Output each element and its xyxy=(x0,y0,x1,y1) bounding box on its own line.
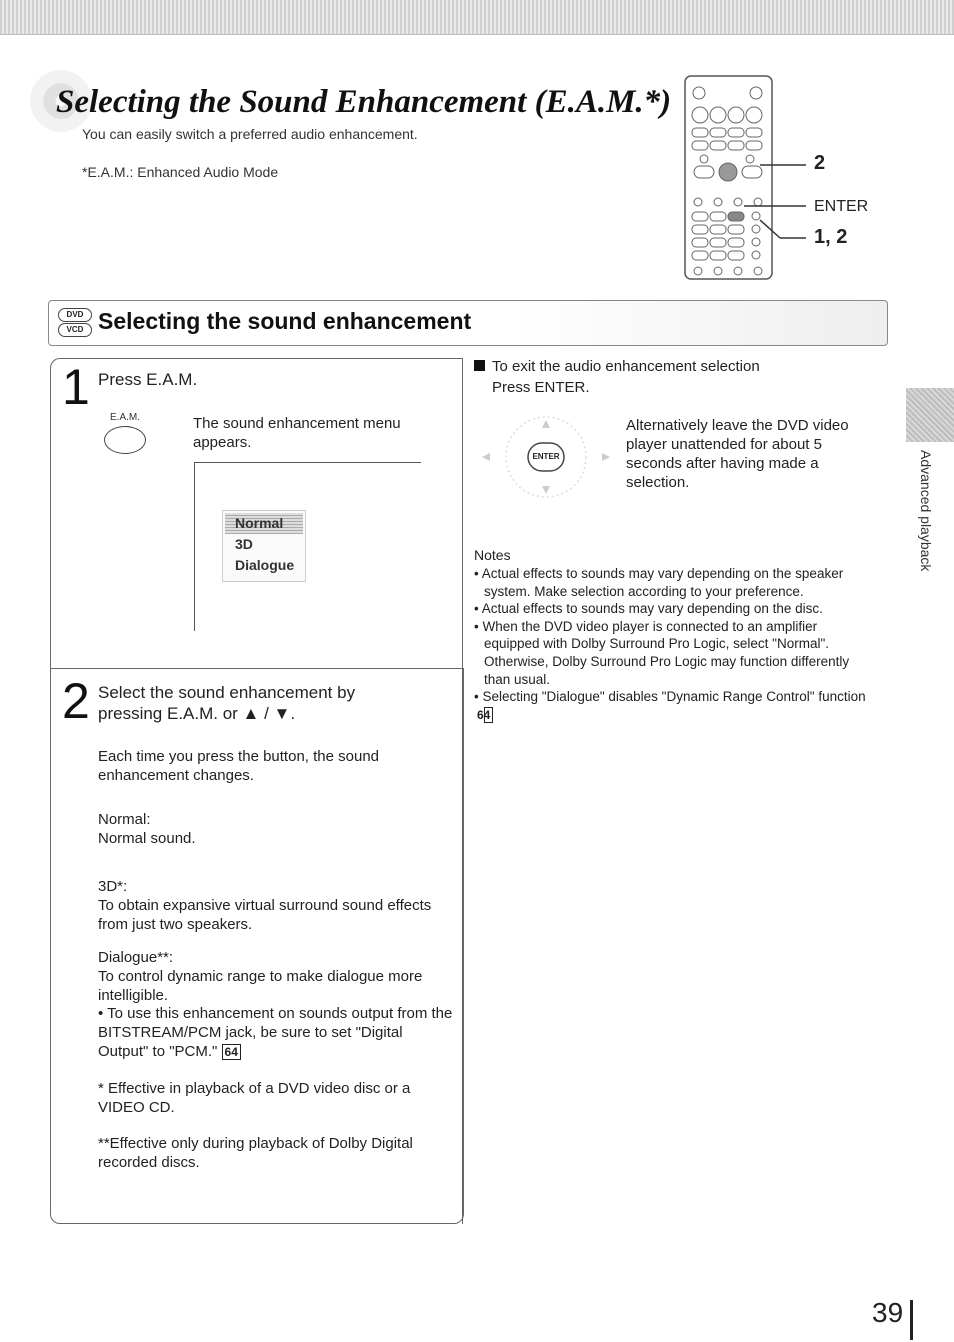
footnote-dialogue: **Effective only during playback of Dolby Digital recorded discs. xyxy=(98,1135,413,1171)
callout-2: 2 xyxy=(814,152,826,174)
side-tab-text: Advanced playback xyxy=(918,450,934,572)
side-tab-marker xyxy=(906,388,954,442)
sound-menu xyxy=(222,510,306,582)
step-2-number: 2 xyxy=(62,673,90,729)
notes-title: Notes xyxy=(474,547,511,563)
step-2-heading xyxy=(98,682,355,724)
callout-1-2: 1, 2 xyxy=(814,226,848,248)
dialogue-desc: To control dynamic range to make dialogue more intelligible. xyxy=(98,968,423,1004)
exit-press-enter: Press ENTER. xyxy=(492,379,590,396)
normal-title: Normal: xyxy=(98,811,151,828)
callout-lines xyxy=(740,150,810,250)
vcd-badge: VCD xyxy=(58,323,92,337)
section-title: Selecting the sound enhancement xyxy=(98,308,472,334)
intro-text: You can easily switch a preferred audio enhancement. xyxy=(82,126,418,142)
menu-item-3d: 3D xyxy=(235,536,253,552)
eam-footnote: *E.A.M.: Enhanced Audio Mode xyxy=(82,164,279,180)
eam-button-icon xyxy=(104,426,146,454)
side-tab-label xyxy=(918,450,938,590)
step-1-heading: Press E.A.M. xyxy=(98,370,198,389)
3d-title: 3D*: xyxy=(98,878,128,895)
exit-heading: To exit the audio enhancement selection xyxy=(492,358,760,375)
note-item: • When the DVD video player is connected to an amplifier equipped with Dolby Surround Pro Logic, select "Normal". Otherwise, Dolby Surround Pro Logic may function differently than usual. xyxy=(474,618,850,687)
page-title: Selecting the Sound Enhancement (E.A.M.*) xyxy=(56,84,672,120)
callout-enter: ENTER xyxy=(814,198,869,215)
page-number-bar xyxy=(910,1300,913,1340)
note-item: • Actual effects to sounds may vary depending on the speaker system. Make selection according to your preference. xyxy=(474,566,844,599)
normal-desc: Normal sound. xyxy=(98,830,196,847)
step-2-heading-line2: pressing E.A.M. or ▲ / ▼. xyxy=(98,704,296,723)
footnote-3d: * Effective in playback of a DVD video disc or a VIDEO CD. xyxy=(98,1080,411,1116)
page-ref-64[interactable]: 64 xyxy=(222,1044,241,1060)
exit-alternative: Alternatively leave the DVD video player unattended for about 5 seconds after having made a selection. xyxy=(626,417,849,491)
each-time-text: Each time you press the button, the sound enhancement changes. xyxy=(98,748,380,784)
step-1-number: 1 xyxy=(62,359,90,415)
pcm-bullet xyxy=(98,1004,454,1061)
note-item-text: • Selecting "Dialogue" disables "Dynamic Range Control" function xyxy=(474,689,866,705)
3d-desc: To obtain expansive virtual surround sound effects from just two speakers. xyxy=(98,897,432,933)
notes-list xyxy=(474,565,874,723)
top-decorative-band xyxy=(0,0,954,35)
menu-item-dialogue: Dialogue xyxy=(235,557,295,573)
step-2-heading-line1: Select the sound enhancement by xyxy=(98,683,356,702)
eam-button-label: E.A.M. xyxy=(110,412,141,423)
step-1-desc: The sound enhancement menu appears. xyxy=(193,415,401,451)
note-item: • Actual effects to sounds may vary depending on the disc. xyxy=(474,601,823,617)
square-bullet-icon xyxy=(474,360,485,371)
notes-page-ref-64[interactable]: 64 xyxy=(484,707,493,723)
note-item-last xyxy=(474,688,874,723)
column-divider xyxy=(462,358,463,1224)
dialogue-title: Dialogue**: xyxy=(98,949,174,966)
page-number: 39 xyxy=(872,1297,904,1328)
pcm-bullet-text: • To use this enhancement on sounds output from the BITSTREAM/PCM jack, be sure to set "Digital Output" to "PCM." xyxy=(98,1005,453,1060)
dvd-badge: DVD xyxy=(58,308,92,322)
enter-button-label: ENTER xyxy=(532,452,560,461)
menu-item-normal: Normal xyxy=(225,513,303,534)
